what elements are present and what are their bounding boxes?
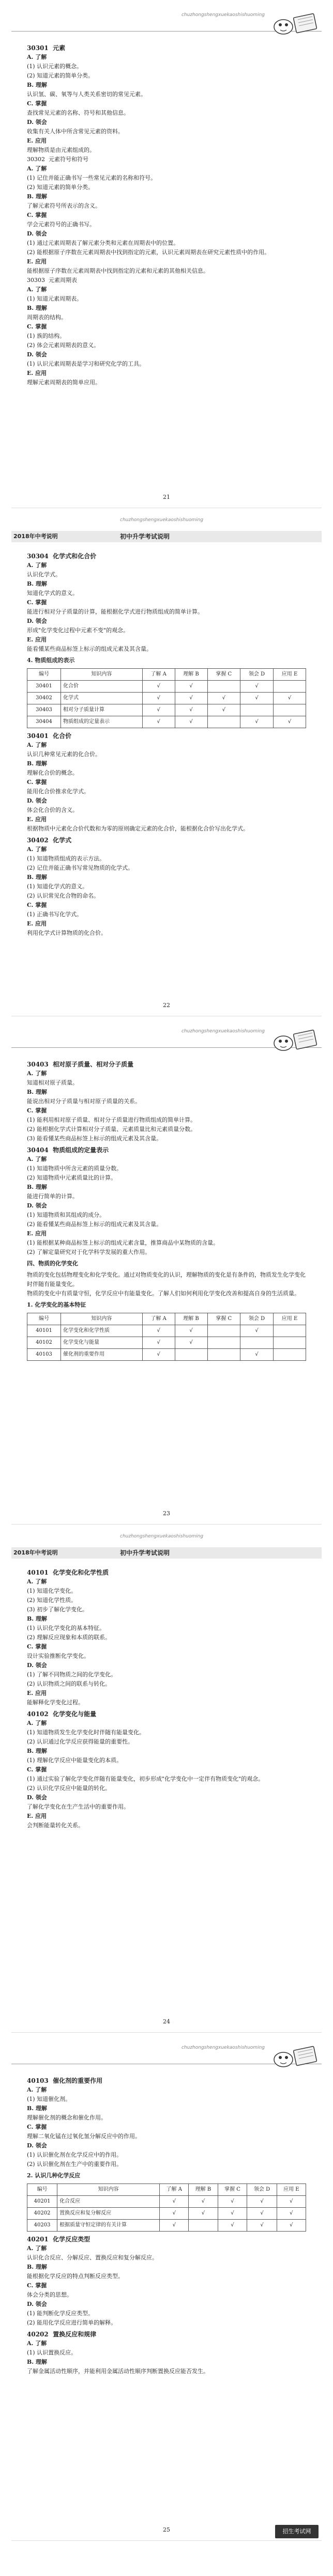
table-check-cell: √ bbox=[175, 1325, 207, 1337]
header-pinyin: chuzhongshengxuekaoshishuoming bbox=[181, 1029, 265, 1034]
level-heading: D. 领会 bbox=[27, 1662, 47, 1669]
level-heading: B. 理解 bbox=[27, 2359, 47, 2365]
table-check-cell: √ bbox=[175, 716, 207, 728]
level-heading: A. 了解 bbox=[27, 2340, 47, 2347]
body-text: 理解化合价的概念。 bbox=[27, 769, 78, 776]
table-row bbox=[27, 1349, 306, 1361]
body-text: 理解二氧化锰在过氧化氢分解反应中的作用。 bbox=[27, 2133, 141, 2140]
body-text: (2) 认识催化剂在生产中的重要作用。 bbox=[27, 2161, 123, 2167]
table-check-cell: √ bbox=[247, 2196, 277, 2208]
table-header-cell: 了解 A bbox=[142, 1313, 175, 1325]
table-header-cell: 掌握 C bbox=[207, 1313, 240, 1325]
mascot-icon bbox=[268, 1025, 320, 1054]
table-header-cell: 理解 B bbox=[189, 2184, 218, 2196]
body-text: 认识氢、碳、氧等与人类关系密切的常见元素。 bbox=[27, 91, 146, 98]
level-heading: D. 领会 bbox=[27, 1794, 47, 1801]
table-code-cell: 30403 bbox=[27, 704, 61, 716]
body-text: 利用化学式计算物质的化合价。 bbox=[27, 930, 107, 936]
level-heading: A. 了解 bbox=[27, 1156, 47, 1163]
body-text: (1) 记住并能正确书写一些常见元素的名称和符号。 bbox=[27, 175, 157, 181]
body-text: 学会元素符号的正确书写。 bbox=[27, 221, 95, 228]
document-page bbox=[11, 2041, 322, 2541]
body-text: 能看懂某些商品标签上标示的组成元素及其含量。 bbox=[27, 646, 152, 652]
body-text: (1) 知道化学变化。 bbox=[27, 1588, 77, 1594]
header-pinyin: chuzhongshengxuekaoshishuoming bbox=[120, 517, 204, 523]
table-code-cell: 40103 bbox=[27, 1349, 61, 1361]
body-text: 能用化合价推求化学式。 bbox=[27, 788, 89, 795]
body-text: 了解化学变化在生产生活中的重要作用。 bbox=[27, 1803, 129, 1810]
table-check-cell: √ bbox=[142, 1325, 175, 1337]
level-heading: C. 掌握 bbox=[27, 599, 47, 606]
table-header-row bbox=[27, 1313, 306, 1325]
body-text: (2) 知道元素的简单分类。 bbox=[27, 72, 94, 79]
body-text: 能进行简单的计算。 bbox=[27, 1193, 78, 1200]
table-topic-cell: 相对分子质量计算 bbox=[61, 704, 143, 716]
section-code-heading: 40202 置换反应和规律 bbox=[27, 2331, 97, 2338]
requirements-table bbox=[27, 1313, 306, 1361]
table-check-cell: √ bbox=[175, 693, 207, 704]
table-code-cell: 40202 bbox=[27, 2208, 57, 2220]
table-header-cell: 领会 D bbox=[240, 669, 274, 681]
table-topic-cell: 化合价 bbox=[61, 681, 143, 693]
body-text: (1) 知道物质发生化学变化时伴随有能量变化。 bbox=[27, 1729, 145, 1736]
section-code-heading: 30304 化学式和化合价 bbox=[27, 553, 97, 560]
section-code-heading: 30402 化学式 bbox=[27, 837, 72, 844]
table-check-cell: √ bbox=[189, 2208, 218, 2220]
level-heading: B. 理解 bbox=[27, 1748, 47, 1754]
body-text: (1) 了解不同物质之间的化学变化。 bbox=[27, 1671, 117, 1678]
document bbox=[0, 8, 333, 2541]
body-text: (2) 能根据原子序数在元素周期表中找到指定的元素，认识元素周期表在研究元素性质中的作用。 bbox=[27, 249, 270, 256]
table-check-cell bbox=[274, 681, 306, 693]
table-topic-cell: 化学式 bbox=[61, 693, 143, 704]
body-text: 认识几种常见元素的化合价。 bbox=[27, 751, 101, 758]
table-header-cell: 应用 E bbox=[277, 2184, 306, 2196]
page-header bbox=[11, 2041, 322, 2072]
requirements-table bbox=[27, 2184, 306, 2232]
table-check-cell: √ bbox=[240, 681, 274, 693]
level-heading: A. 了解 bbox=[27, 54, 47, 60]
body-text: 体会化合价的含义。 bbox=[27, 807, 78, 813]
table-header-cell: 知识内容 bbox=[57, 2184, 160, 2196]
body-text: 认识化学式。 bbox=[27, 571, 61, 578]
body-text: 能进行相对分子质量的计算，能根据化学式进行物质组成的简单计算。 bbox=[27, 608, 203, 615]
section-title: 四、物质的化学变化 bbox=[27, 1260, 78, 1267]
table-check-cell bbox=[207, 716, 240, 728]
header-year-label: 2018年中考说明 bbox=[13, 1549, 58, 1556]
table-check-cell: √ bbox=[207, 693, 240, 704]
body-text: 能根据原子序数在元素周期表中找到指定的元素和元素的其他相关信息。 bbox=[27, 268, 209, 274]
body-text: 了解元素符号所表示的含义。 bbox=[27, 202, 101, 209]
level-heading: D. 领会 bbox=[27, 2142, 47, 2149]
table-header-cell: 掌握 C bbox=[218, 2184, 247, 2196]
level-heading: E. 应用 bbox=[27, 816, 47, 823]
page-header bbox=[11, 8, 322, 39]
body-text: 理解元素周期表的简单应用。 bbox=[27, 379, 101, 386]
body-text: 知道化学式的意义。 bbox=[27, 590, 78, 596]
table-check-cell: √ bbox=[142, 704, 175, 716]
table-check-cell: √ bbox=[160, 2208, 189, 2220]
table-check-cell bbox=[207, 1349, 240, 1361]
document-page bbox=[11, 1025, 322, 1525]
table-row bbox=[27, 693, 306, 704]
table-row bbox=[27, 2196, 306, 2208]
table-check-cell: √ bbox=[207, 704, 240, 716]
body-text: (1) 知道元素周期表。 bbox=[27, 295, 83, 302]
body-text: (1) 知道物质中所含元素的质量分数。 bbox=[27, 1165, 123, 1172]
table-code-cell: 40203 bbox=[27, 2220, 57, 2232]
body-text: (2) 理解反应现象和本质的联系。 bbox=[27, 1634, 111, 1641]
table-check-cell: √ bbox=[175, 1337, 207, 1349]
level-heading: A. 了解 bbox=[27, 562, 47, 569]
table-code-cell: 40201 bbox=[27, 2196, 57, 2208]
header-pinyin: chuzhongshengxuekaoshishuoming bbox=[181, 2045, 265, 2050]
level-heading: C. 掌握 bbox=[27, 902, 47, 908]
table-topic-cell: 根据质量守恒定律的有关计算 bbox=[57, 2220, 160, 2232]
table-check-cell: √ bbox=[277, 2220, 306, 2232]
header-title: 初中升学考试说明 bbox=[120, 533, 170, 540]
body-text: (2) 知道元素的简单分类。 bbox=[27, 184, 94, 191]
body-text: (1) 通过元素周期表了解元素分类和元素在周期表中的位置。 bbox=[27, 240, 179, 246]
table-header-cell: 知识内容 bbox=[61, 1313, 143, 1325]
document-page bbox=[11, 8, 322, 508]
body-text: (1) 正确书写化学式。 bbox=[27, 911, 83, 918]
level-heading: B. 理解 bbox=[27, 874, 47, 881]
header-pinyin: chuzhongshengxuekaoshishuoming bbox=[181, 12, 265, 18]
table-header-cell: 领会 D bbox=[240, 1313, 274, 1325]
table-check-cell: √ bbox=[160, 2196, 189, 2208]
level-heading: C. 掌握 bbox=[27, 1766, 47, 1773]
level-heading: B. 理解 bbox=[27, 2264, 47, 2270]
table-check-cell: √ bbox=[142, 681, 175, 693]
body-text: 形成"化学变化过程中元素不变"的观念。 bbox=[27, 627, 129, 634]
table-check-cell: √ bbox=[247, 2208, 277, 2220]
table-header-cell: 应用 E bbox=[274, 1313, 306, 1325]
body-text: (2) 体会元素周期表的意义。 bbox=[27, 342, 100, 349]
section-code-heading: 30301 元素 bbox=[27, 44, 66, 52]
body-text: 收集有关人体中所含常见元素的资料。 bbox=[27, 128, 124, 135]
level-heading: D. 领会 bbox=[27, 119, 47, 125]
level-heading: A. 了解 bbox=[27, 286, 47, 293]
table-header-row bbox=[27, 2184, 306, 2196]
table-code-cell: 30402 bbox=[27, 693, 61, 704]
table-check-cell bbox=[274, 704, 306, 716]
body-text: 能解释化学变化过程。 bbox=[27, 1699, 84, 1706]
body-text: 体会分类的思想。 bbox=[27, 2291, 72, 2298]
body-text: 设计实验推断化学变化。 bbox=[27, 1653, 89, 1659]
document-page bbox=[11, 1533, 322, 2033]
table-check-cell: √ bbox=[175, 704, 207, 716]
table-check-cell: √ bbox=[277, 2196, 306, 2208]
table-code-cell: 30404 bbox=[27, 716, 61, 728]
level-heading: D. 领会 bbox=[27, 230, 47, 237]
level-heading: C. 掌握 bbox=[27, 100, 47, 107]
page-header bbox=[11, 1533, 322, 1564]
table-check-cell: √ bbox=[240, 693, 274, 704]
table-topic-cell: 置换反应和复分解反应 bbox=[57, 2208, 160, 2220]
requirements-table bbox=[27, 668, 306, 728]
level-heading: B. 理解 bbox=[27, 193, 47, 200]
table-row bbox=[27, 1325, 306, 1337]
body-text: (2) 了解定量研究对于化学科学发展的重大作用。 bbox=[27, 1249, 151, 1255]
section-code-heading: 30401 化合价 bbox=[27, 732, 72, 740]
page-content bbox=[11, 43, 322, 387]
table-check-cell: √ bbox=[240, 716, 274, 728]
page-content bbox=[11, 1060, 322, 1361]
table-check-cell: √ bbox=[142, 1349, 175, 1361]
table-check-cell bbox=[274, 1337, 306, 1349]
level-heading: A. 了解 bbox=[27, 1578, 47, 1585]
body-text: (1) 知道化学式的意义。 bbox=[27, 883, 88, 890]
table-header-cell: 知识内容 bbox=[61, 669, 143, 681]
section-code-heading: 30404 物质组成的定量表示 bbox=[27, 1146, 109, 1154]
body-text: (1) 认识催化剂在化学反应中的作用。 bbox=[27, 2151, 123, 2158]
body-text: 认识化合反应、分解反应、置换反应和复分解反应。 bbox=[27, 2254, 158, 2261]
level-heading: D. 领会 bbox=[27, 797, 47, 804]
level-heading: E. 应用 bbox=[27, 258, 47, 265]
table-row bbox=[27, 1337, 306, 1349]
table-check-cell: √ bbox=[247, 2220, 277, 2232]
level-heading: B. 理解 bbox=[27, 1089, 47, 1095]
table-check-cell bbox=[240, 1337, 274, 1349]
body-text: 周期表的结构。 bbox=[27, 314, 67, 321]
level-heading: B. 理解 bbox=[27, 82, 47, 88]
level-heading: B. 理解 bbox=[27, 580, 47, 587]
table-code-cell: 40101 bbox=[27, 1325, 61, 1337]
level-heading: C. 掌握 bbox=[27, 2282, 47, 2289]
table-topic-cell: 物质组成的定量表示 bbox=[61, 716, 143, 728]
table-check-cell: √ bbox=[240, 1349, 274, 1361]
table-code-cell: 30401 bbox=[27, 681, 61, 693]
level-heading: D. 领会 bbox=[27, 618, 47, 624]
header-pinyin: chuzhongshengxuekaoshishuoming bbox=[120, 1534, 204, 1539]
page-number: 21 bbox=[163, 494, 170, 500]
table-check-cell: √ bbox=[189, 2196, 218, 2208]
body-text: (2) 认识化学反应中能量的转化。 bbox=[27, 1785, 111, 1792]
page-number: 22 bbox=[163, 1002, 170, 1009]
table-topic-cell: 化合反应 bbox=[57, 2196, 160, 2208]
body-text: 知道相对原子质量。 bbox=[27, 1079, 78, 1086]
level-heading: E. 应用 bbox=[27, 137, 47, 144]
table-check-cell: √ bbox=[142, 716, 175, 728]
body-text: (2) 知道物质中元素质量比的计算。 bbox=[27, 1174, 117, 1181]
table-check-cell: √ bbox=[218, 2196, 247, 2208]
table-check-cell: √ bbox=[274, 716, 306, 728]
body-text: (1) 知道物质组成的表示方法。 bbox=[27, 855, 105, 862]
body-text: (2) 认识物质之间的联系与转化。 bbox=[27, 1680, 111, 1687]
body-text: 理解物质是由元素组成的。 bbox=[27, 147, 95, 153]
table-header-cell: 了解 A bbox=[142, 669, 175, 681]
table-check-cell: √ bbox=[142, 693, 175, 704]
table-check-cell bbox=[189, 2220, 218, 2232]
body-text: (2) 能看懂某些商品标签上标示的组成元素及其含量。 bbox=[27, 1221, 162, 1228]
body-text: (2) 记住并能正确书写常见物质的化学式。 bbox=[27, 865, 134, 871]
body-text: (3) 能看懂某些商品标签上标示的组成元素及其含量。 bbox=[27, 1135, 162, 1142]
level-heading: B. 理解 bbox=[27, 2105, 47, 2112]
document-page bbox=[11, 516, 322, 1016]
body-text: (1) 理解化学反应中能量变化的本质。 bbox=[27, 1757, 123, 1764]
page-header bbox=[11, 1025, 322, 1056]
level-heading: D. 领会 bbox=[27, 2301, 47, 2307]
level-heading: E. 应用 bbox=[27, 920, 47, 927]
mascot-icon bbox=[268, 2041, 320, 2070]
table-row bbox=[27, 716, 306, 728]
section-code-heading: 30403 相对原子质量、相对分子质量 bbox=[27, 1061, 134, 1068]
table-check-cell bbox=[274, 1325, 306, 1337]
body-text: (2) 认识常见化合物的命名。 bbox=[27, 892, 100, 899]
table-check-cell: √ bbox=[218, 2208, 247, 2220]
body-text: (2) 认识通过化学反应获得能量的重要性。 bbox=[27, 1738, 134, 1745]
body-text: (1) 知道物质和其组成的成分。 bbox=[27, 1212, 105, 1218]
body-text: 理解催化剂的概念和催化作用。 bbox=[27, 2114, 107, 2121]
level-heading: C. 掌握 bbox=[27, 212, 47, 218]
page-content bbox=[11, 2076, 322, 2376]
body-text: 能根据化学反应的特点判断反应类型。 bbox=[27, 2273, 124, 2280]
table-header-cell: 编号 bbox=[27, 669, 61, 681]
table-topic-cell: 化学变化和化学性质 bbox=[61, 1325, 143, 1337]
level-heading: B. 理解 bbox=[27, 1184, 47, 1190]
level-heading: E. 应用 bbox=[27, 636, 47, 643]
section-title: 4. 物质组成的表示 bbox=[27, 657, 75, 664]
body-text: 能说出相对分子质量与相对原子质量的关系。 bbox=[27, 1098, 141, 1105]
table-check-cell bbox=[207, 1337, 240, 1349]
body-text: 物质的变化中有质量守恒，化学反应中有能量变化。了解人们如何利用化学变化改善和提高自身的生活质量。 bbox=[27, 1290, 300, 1297]
table-header-cell: 掌握 C bbox=[207, 669, 240, 681]
level-heading: E. 应用 bbox=[27, 1230, 47, 1237]
body-text: (1) 认识元素周期表是学习和研究化学的工具。 bbox=[27, 360, 145, 367]
level-heading: E. 应用 bbox=[27, 1690, 47, 1697]
page-header bbox=[11, 516, 322, 547]
level-heading: B. 理解 bbox=[27, 760, 47, 767]
table-row bbox=[27, 2220, 306, 2232]
level-heading: A. 了解 bbox=[27, 165, 47, 172]
level-heading: E. 应用 bbox=[27, 370, 47, 376]
table-check-cell: √ bbox=[142, 1337, 175, 1349]
table-check-cell: √ bbox=[175, 681, 207, 693]
level-heading: D. 领会 bbox=[27, 1202, 47, 1209]
table-topic-cell: 催化剂的重要作用 bbox=[61, 1349, 143, 1361]
level-heading: A. 了解 bbox=[27, 2245, 47, 2252]
level-heading: E. 应用 bbox=[27, 1813, 47, 1819]
level-heading: C. 掌握 bbox=[27, 779, 47, 786]
page-content bbox=[11, 1568, 322, 1830]
table-header-cell: 编号 bbox=[27, 1313, 61, 1325]
body-text: 会判断能量转化关系。 bbox=[27, 1822, 84, 1829]
level-heading: A. 了解 bbox=[27, 742, 47, 748]
level-heading: A. 了解 bbox=[27, 1720, 47, 1726]
table-check-cell bbox=[175, 1349, 207, 1361]
body-text: (1) 通过实验了解化学变化伴随有能量变化，初步形成"化学变化中一定伴有物质变化"的观念。 bbox=[27, 1776, 264, 1782]
table-check-cell: √ bbox=[240, 1325, 274, 1337]
body-text: (3) 初步了解化学变化。 bbox=[27, 1606, 88, 1613]
section-code-heading: 40101 化学变化和化学性质 bbox=[27, 1569, 109, 1576]
mascot-icon bbox=[268, 8, 320, 37]
page-number: 25 bbox=[163, 2526, 170, 2533]
header-title: 初中升学考试说明 bbox=[120, 1549, 170, 1557]
level-heading: A. 了解 bbox=[27, 1070, 47, 1077]
body-text: (1) 认识元素的概念。 bbox=[27, 63, 83, 70]
table-topic-cell: 化学变化与能量 bbox=[61, 1337, 143, 1349]
section-code-heading: 40103 催化剂的重要作用 bbox=[27, 2077, 103, 2084]
table-check-cell bbox=[240, 704, 274, 716]
table-row bbox=[27, 704, 306, 716]
body-text: (1) 能根据某种商品标签上标示的组成元素含量，推算商品中某物质的含量。 bbox=[27, 1239, 219, 1246]
page-content bbox=[11, 552, 322, 938]
table-code-cell: 40102 bbox=[27, 1337, 61, 1349]
body-text: 查找常见元素的名称、符号和其他信息。 bbox=[27, 109, 129, 116]
table-check-cell bbox=[274, 1349, 306, 1361]
section-title: 1. 化学变化的基本特征 bbox=[27, 1301, 86, 1308]
section-title: 2. 认识几种化学反应 bbox=[27, 2172, 81, 2179]
section-code-heading: 40102 化学变化与能量 bbox=[27, 1710, 97, 1718]
body-text: (1) 能利用相对原子质量、相对分子质量进行物质组成的简单计算。 bbox=[27, 1117, 196, 1123]
body-text: (1) 能判断化学反应类型。 bbox=[27, 2310, 94, 2317]
body-text: (2) 能用化学反应进行简单的解释。 bbox=[27, 2319, 117, 2326]
level-heading: C. 掌握 bbox=[27, 2124, 47, 2130]
body-text: 30302 元素符号和符号 bbox=[27, 156, 88, 163]
level-heading: C. 掌握 bbox=[27, 323, 47, 330]
table-check-cell: √ bbox=[218, 2220, 247, 2232]
level-heading: A. 了解 bbox=[27, 846, 47, 853]
body-text: 30303 元素周期表 bbox=[27, 277, 77, 284]
body-text: (2) 知道化学性质。 bbox=[27, 1597, 77, 1604]
table-header-cell: 应用 E bbox=[274, 669, 306, 681]
body-text: 物质的变化包括物理变化和化学变化。通过对物质变化的认识，理解物质的变化是有条件的，物质发生化学变化时伴随有能量变化。 bbox=[27, 1271, 306, 1287]
level-heading: C. 掌握 bbox=[27, 1643, 47, 1650]
table-check-cell bbox=[207, 681, 240, 693]
table-row bbox=[27, 681, 306, 693]
table-header-cell: 编号 bbox=[27, 2184, 57, 2196]
level-heading: B. 理解 bbox=[27, 305, 47, 311]
body-text: (1) 认识化学变化的基本特征。 bbox=[27, 1625, 105, 1631]
level-heading: C. 掌握 bbox=[27, 1107, 47, 1114]
level-heading: D. 领会 bbox=[27, 351, 47, 358]
level-heading: A. 了解 bbox=[27, 2086, 47, 2093]
table-header-cell: 领会 D bbox=[247, 2184, 277, 2196]
section-code-heading: 40201 化学反应类型 bbox=[27, 2236, 90, 2243]
page-number: 23 bbox=[163, 1510, 170, 1517]
table-row bbox=[27, 2208, 306, 2220]
table-header-cell: 理解 B bbox=[175, 1313, 207, 1325]
body-text: 了解金属活动性顺序，并能利用金属活动性顺序判断置换反应能否发生。 bbox=[27, 2368, 209, 2375]
watermark-logo: 招生考试网 bbox=[275, 2525, 319, 2538]
body-text: (1) 认识置换反应。 bbox=[27, 2349, 77, 2356]
table-header-cell: 了解 A bbox=[160, 2184, 189, 2196]
header-year-label: 2018年中考说明 bbox=[13, 533, 58, 540]
table-check-cell bbox=[207, 1325, 240, 1337]
table-check-cell: √ bbox=[160, 2220, 189, 2232]
table-header-row bbox=[27, 669, 306, 681]
level-heading: B. 理解 bbox=[27, 1615, 47, 1622]
page-number: 24 bbox=[163, 2018, 170, 2025]
table-check-cell: √ bbox=[277, 2208, 306, 2220]
body-text: (1) 知道催化剂。 bbox=[27, 2096, 71, 2102]
body-text: 根据物质中元素化合价代数和为零的原则确定元素的化合价，能根据化合价写出化学式。 bbox=[27, 825, 249, 832]
body-text: (1) 族的结构。 bbox=[27, 333, 66, 339]
table-check-cell: √ bbox=[274, 693, 306, 704]
body-text: (2) 能根据化学式计算相对分子质量、元素质量比和元素质量分数。 bbox=[27, 1126, 196, 1133]
table-header-cell: 理解 B bbox=[175, 669, 207, 681]
